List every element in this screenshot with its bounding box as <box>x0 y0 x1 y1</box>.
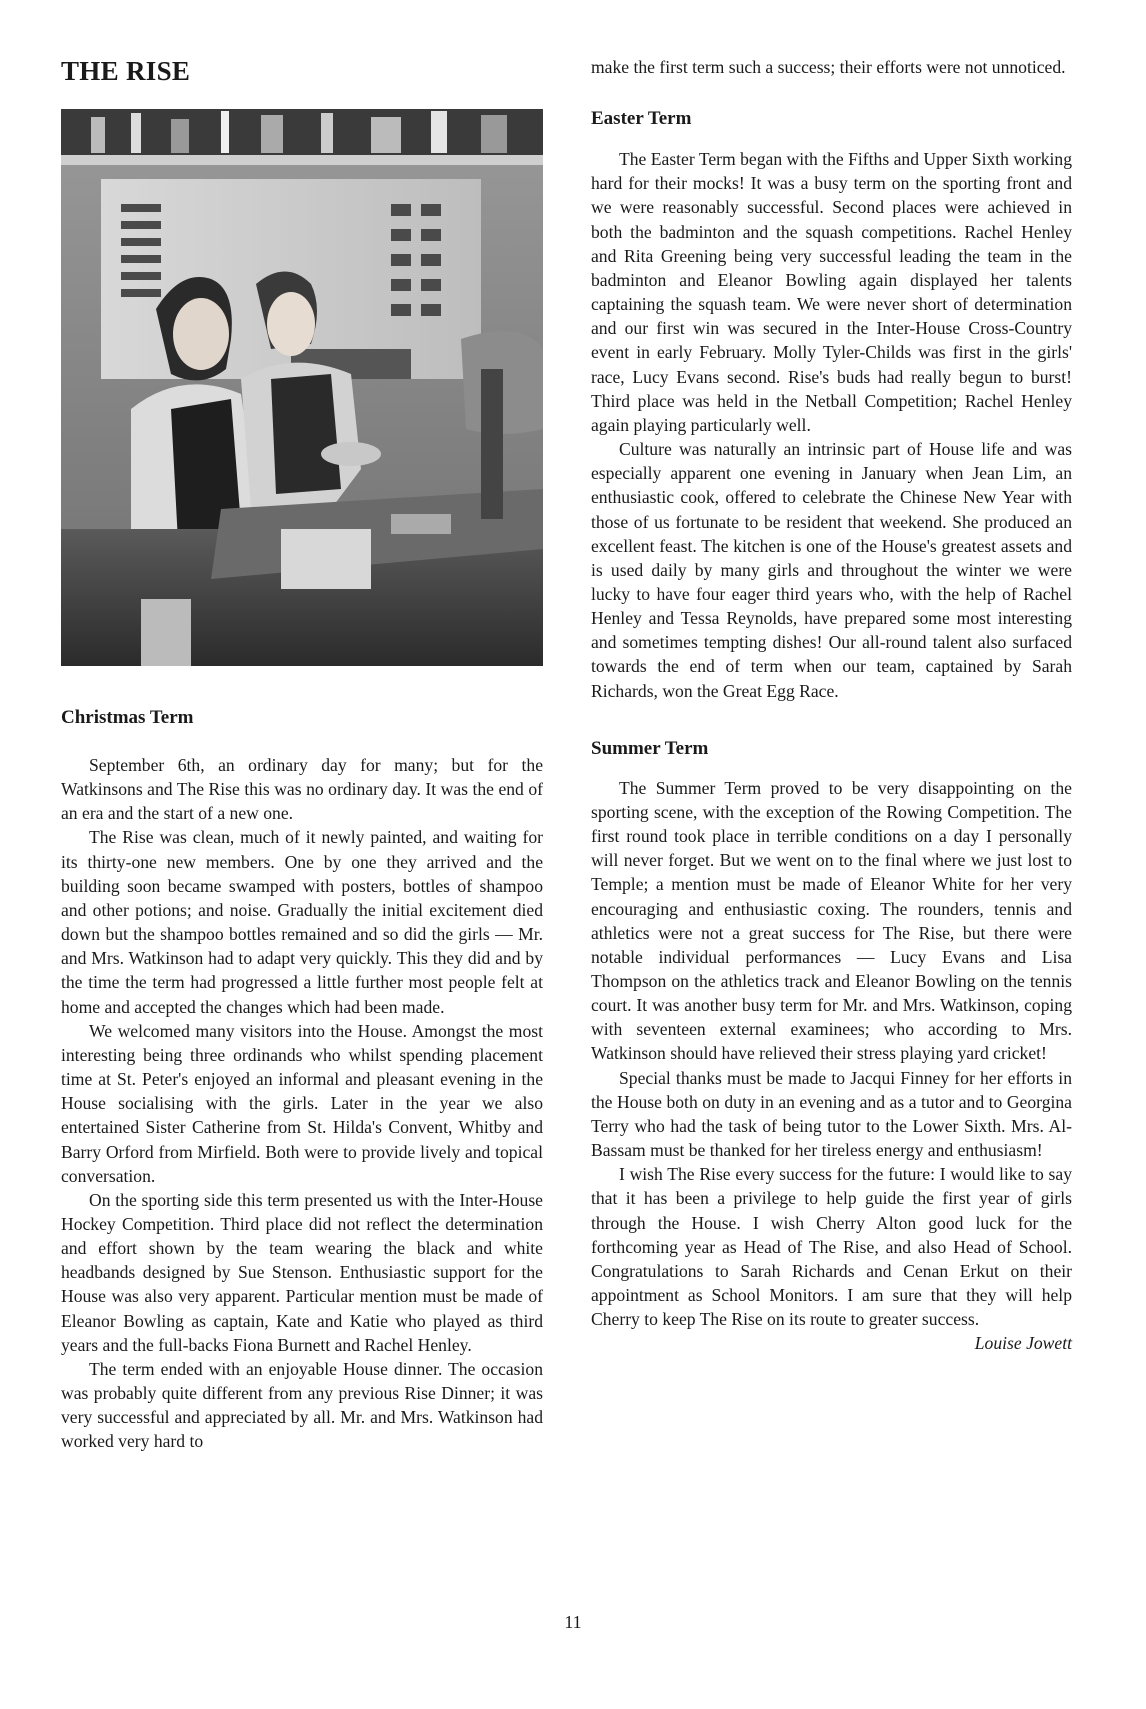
easter-paragraph: Culture was naturally an intrinsic part of House life and was especially apparent one evening in January when Jean Lim, an enthusiastic cook, offered to celebrate the Chinese New Year with those of us fortunate to be resident that weekend. She produced an excellent feast. The kitchen is one of the House's greatest assets and is used daily by many girls and throughout the winter we were lucky to have four eager third years who, with the help of Rachel Henley and Tessa Reynolds, have prepared some most interesting and sometimes tempting dishes! Our all-round talent also surfaced towards the end of term when our team, captained by Sarah Richards, won the Great Egg Race. <box>591 439 1072 701</box>
summer-paragraph: The Summer Term proved to be very disappointing on the sporting scene, with the exception of the Rowing Competition. The first round took place in terrible conditions on a day I personally will never forget. But we went on to the final where we just lost to Temple; a mention must be made of Eleanor White for her very encouraging and enthusiastic coxing. The rounders, tennis and athletics were not a great success for The Rise, but there were notable individual performances — Lucy Evans and Lisa Thompson on the athletics track and Eleanor Bowling on the tennis court. It was another busy term for Mr. and Mrs. Watkinson, coping with seventeen external examinees; who according to Mrs. Watkinson should have relieved their stress playing yard cricket! <box>591 777 1072 1064</box>
photograph-students-workshop-icon <box>61 109 543 666</box>
christmas-paragraph: The Rise was clean, much of it newly painted, and waiting for its thirty-one new members. One by one they arrived and the building soon became swamped with posters, bottles of shampoo and other potions; and noise. Gradually the initial excitement died down but the shampoo bottles remained and so did the girls — Mr. and Mrs. Watkinson had to adapt very quickly. This they did and by the time the term had progressed a little further most people felt at home and accepted the changes which had been made. <box>61 827 543 1017</box>
author-signature: Louise Jowett <box>974 1333 1072 1354</box>
christmas-paragraph: We welcomed many visitors into the House. Amongst the most interesting being three ordinands who whilst spending placement time at St. Peter's enjoyed an informal and pleasant evening in the House socialising with the girls. Later in the year we also entertained Sister Catherine from St. Hilda's Convent, Whitby and Barry Orford from Mirfield. Both were to provide lively and topical conversation. <box>61 1020 543 1186</box>
right-column <box>591 55 1072 1355</box>
christmas-paragraph: The term ended with an enjoyable House dinner. The occasion was probably quite different from any previous Rise Dinner; it was very successful and appreciated by all. Mr. and Mrs. Watkinson had worked very hard to <box>61 1358 543 1452</box>
summer-paragraph: Special thanks must be made to Jacqui Finney for her efforts in the House both on duty in an evening and as a tutor and to Georgina Terry who had the task of being tutor to the Lower Sixth. Mrs. Al-Bassam must be thanked for her tireless energy and enthusiasm! <box>591 1067 1072 1161</box>
easter-term-heading: Easter Term <box>591 108 692 130</box>
page-number: 11 <box>564 1612 582 1632</box>
easter-paragraph: The Easter Term began with the Fifths and Upper Sixth working hard for their mocks! It was a busy term on the sporting front and we were reasonably successful. Second places were achieved in both the badminton and the squash competitions. Rachel Henley and Rita Greening being very successful leading the team in the badminton and Eleanor Bowling again displayed her talents captaining the squash team. We were never short of determination and our first win was secured in the Inter-House Cross-Country event in early February. Molly Tyler-Childs was first in the girls' race, Lucy Evans second. Rise's buds had really begun to burst! Third place was held in the Netball Competition; Rachel Henley again playing particularly well. <box>591 149 1072 435</box>
christmas-paragraph: September 6th, an ordinary day for many; but for the Watkinsons and The Rise this was no ordinary day. It was the end of an era and the start of a new one. <box>61 755 543 824</box>
christmas-paragraph: On the sporting side this term presented us with the Inter-House Hockey Competition. Third place did not reflect the determination and effort shown by the team wearing the black and white headbands designed by Sue Stenson. Enthusiastic support for the House was also very apparent. Particular mention must be made of Eleanor Bowling as captain, Kate and Katie who played as third years and the full-backs Fiona Burnett and Rachel Henley. <box>61 1189 543 1355</box>
christmas-term-heading: Christmas Term <box>61 707 194 728</box>
continued-paragraph: make the first term such a success; their efforts were not unnoticed. <box>591 57 1066 77</box>
page-title: THE RISE <box>61 56 191 86</box>
summer-paragraph: I wish The Rise every success for the future: I would like to say that it has been a privilege to help guide the first year of girls through the House. I wish Cherry Alton good luck for the forthcoming year as Head of The Rise, and also Head of School. Congratulations to Sarah Richards and Cenan Erkut on their appointment as School Monitors. I am sure that they will help Cherry to keep The Rise on its route to greater success. <box>591 1164 1072 1330</box>
left-column <box>61 55 543 1454</box>
photograph <box>61 109 543 666</box>
summer-term-heading: Summer Term <box>591 737 709 759</box>
